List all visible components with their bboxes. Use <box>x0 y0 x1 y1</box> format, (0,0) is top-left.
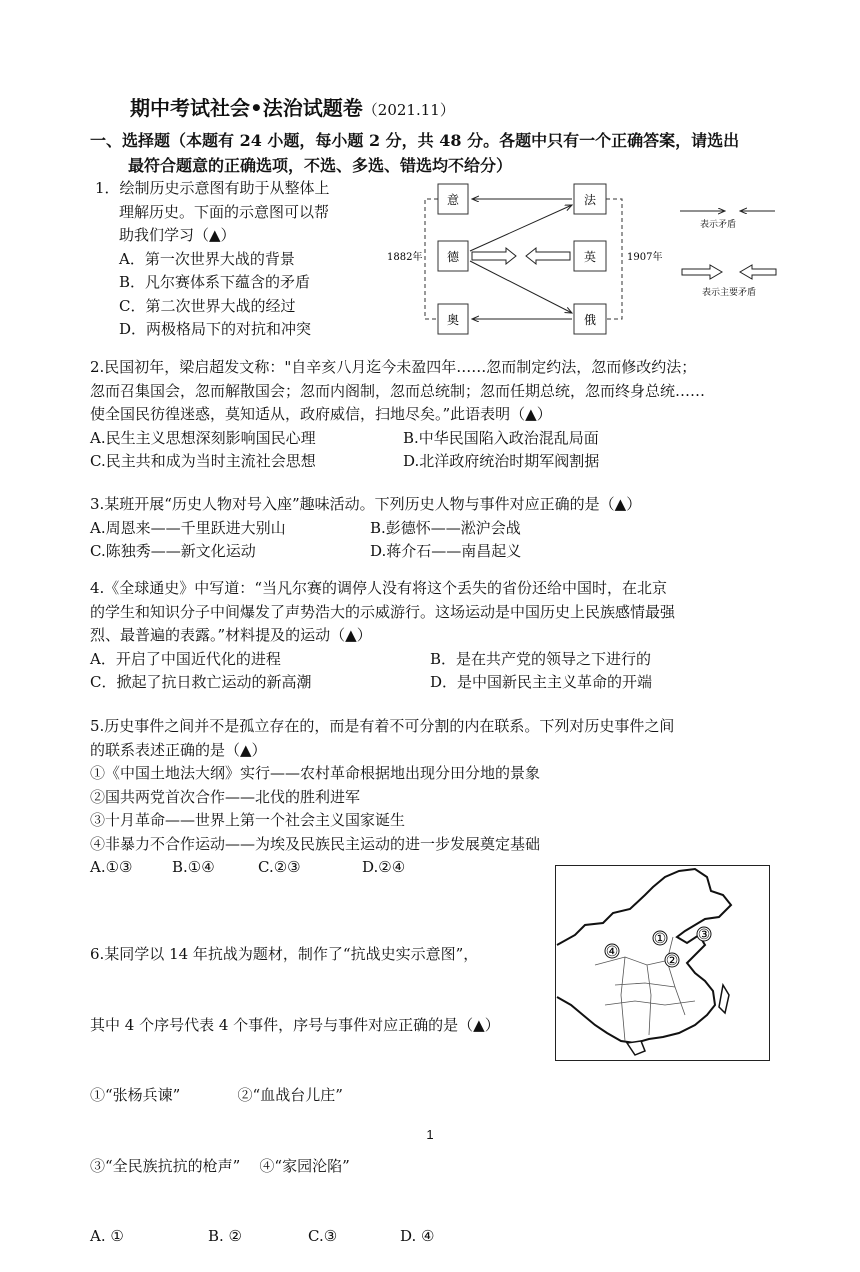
q4-option-c[interactable]: C．掀起了抗日救亡运动的新高潮 <box>90 673 312 691</box>
q1-line: 理解历史。下面的示意图可以帮 <box>119 202 330 221</box>
q3-option-c[interactable]: C.陈独秀——新文化运动 <box>90 542 256 560</box>
legend-main-conflict-label: 表示主要矛盾 <box>702 288 757 298</box>
q3-option-a[interactable]: A.周恩来——千里跃进大别山 <box>90 518 286 537</box>
q6-item: ①“张杨兵谏” ②“血战台儿庄” <box>90 1086 343 1104</box>
q5-line: 的联系表述正确的是（▲） <box>90 740 267 759</box>
section-line-2: 最符合题意的正确选项，不选、多选、错选均不给分） <box>128 156 513 175</box>
question-5 <box>90 715 780 880</box>
conflict-diagram <box>380 175 780 335</box>
q2-option-d[interactable]: D.北洋政府统治时期军阀割据 <box>403 452 600 470</box>
legend-conflict-label: 表示矛盾 <box>700 220 737 230</box>
section-line-1: 一、选择题（本题有 24 小题，每小题 2 分，共 48 分。各题中只有一个正确答案，请选出 <box>90 131 740 150</box>
q6-line: 6.某同学以 14 年抗战为题材，制作了“抗战史实示意图”， <box>90 945 479 963</box>
q6-option-d[interactable]: D. ④ <box>400 1227 435 1245</box>
page-title <box>130 92 455 121</box>
legend-hollow-arrow <box>682 265 722 279</box>
marker-2-label: ② <box>665 953 679 969</box>
q1-option-a[interactable]: A．第一次世界大战的背景 <box>119 249 295 268</box>
title-text: 期中考试社会•法治试题卷 <box>130 96 363 120</box>
question-1 <box>95 177 375 342</box>
q5-item: ①《中国土地法大纲》实行——农村革命根据地出现分田分地的景象 <box>90 764 541 782</box>
q1-option-b[interactable]: B．凡尔赛体系下蕴含的矛盾 <box>119 273 311 291</box>
node-label: 奥 <box>446 313 460 327</box>
year-left: 1882年 <box>387 252 423 263</box>
q3-option-d[interactable]: D.蒋介石——南昌起义 <box>370 542 522 560</box>
q5-option-d[interactable]: D.②④ <box>362 858 406 876</box>
q2-line: 忽而召集国会，忽而解散国会；忽而内阁制，忽而总统制；忽而任期总统，忽而终身总统…… <box>90 381 706 400</box>
question-4 <box>90 577 780 695</box>
year-right: 1907年 <box>627 252 663 263</box>
page-number: 1 <box>426 1127 434 1142</box>
q5-option-a[interactable]: A.①③ <box>90 858 133 876</box>
question-6 <box>90 896 560 1272</box>
marker-1-label: ① <box>653 931 667 947</box>
q2-option-c[interactable]: C.民主共和成为当时主流社会思想 <box>90 452 316 470</box>
q2-line: 使全国民彷徨迷惑，莫知适从，政府威信，扫地尽矣。”此语表明（▲） <box>90 405 552 423</box>
q6-item: ③“全民族抗抗的枪声” ④“家园沦陷” <box>90 1156 350 1175</box>
q2-line: 2.民国初年，梁启超发文称："自辛亥八月迄今未盈四年……忽而制定约法，忽而修改约法； <box>90 358 697 376</box>
china-map <box>555 865 770 1061</box>
q6-option-a[interactable]: A. ① <box>90 1227 124 1245</box>
q3-option-b[interactable]: B.彭德怀——淞沪会战 <box>370 518 521 537</box>
marker-4-label: ④ <box>605 944 619 960</box>
q6-option-b[interactable]: B. ② <box>208 1227 243 1245</box>
q4-line: 4.《全球通史》中写道：“当凡尔赛的调停人没有将这个丢失的省份还给中国时，在北京 <box>90 579 667 597</box>
title-year: （2021.11） <box>362 101 455 119</box>
arrow-main-conflict <box>526 248 570 264</box>
q5-option-b[interactable]: B.①④ <box>172 858 215 876</box>
q5-line: 5.历史事件之间并不是孤立存在的，而是有着不可分割的内在联系。下列对历史事件之间 <box>90 717 675 735</box>
q1-option-d[interactable]: D．两极格局下的对抗和冲突 <box>119 320 312 338</box>
node-label: 德 <box>446 250 460 264</box>
q4-option-b[interactable]: B．是在共产党的领导之下进行的 <box>430 649 652 668</box>
q1-option-c[interactable]: C．第二次世界大战的经过 <box>119 296 296 315</box>
q5-option-c[interactable]: C.②③ <box>258 858 301 876</box>
node-label: 英 <box>583 250 597 264</box>
q5-item: ④非暴力不合作运动——为埃及民族民主运动的进一步发展奠定基础 <box>90 834 541 853</box>
question-3 <box>90 493 780 564</box>
question-2 <box>90 356 780 474</box>
node-label: 法 <box>583 193 597 207</box>
arrow-conflict <box>470 261 572 313</box>
legend-hollow-arrow <box>740 265 776 279</box>
q6-option-c[interactable]: C.③ <box>308 1227 338 1245</box>
q4-option-d[interactable]: D．是中国新民主主义革命的开端 <box>430 673 653 691</box>
section-header <box>90 128 780 178</box>
q2-option-b[interactable]: B.中华民国陷入政治混乱局面 <box>403 428 599 447</box>
q1-line: 1．绘制历史示意图有助于从整体上 <box>95 179 330 197</box>
q3-line: 3.某班开展“历史人物对号入座”趣味活动。下列历史人物与事件对应正确的是（▲） <box>90 495 642 513</box>
node-label: 俄 <box>583 313 597 327</box>
q6-line: 其中 4 个序号代表 4 个事件，序号与事件对应正确的是（▲） <box>90 1015 500 1034</box>
node-label: 意 <box>446 193 460 207</box>
q5-item: ③十月革命——世界上第一个社会主义国家诞生 <box>90 811 406 829</box>
q2-option-a[interactable]: A.民生主义思想深刻影响国民心理 <box>90 428 316 447</box>
marker-3-label: ③ <box>697 927 711 943</box>
q1-line: 助我们学习（▲） <box>119 226 236 244</box>
q4-line: 的学生和知识分子中间爆发了声势浩大的示威游行。这场运动是中国历史上民族感情最强 <box>90 602 676 621</box>
q5-item: ②国共两党首次合作——北伐的胜利进军 <box>90 787 361 806</box>
q4-option-a[interactable]: A．开启了中国近代化的进程 <box>90 649 281 668</box>
arrow-conflict <box>470 205 572 251</box>
q4-line: 烈、最普遍的表露。”材料提及的运动（▲） <box>90 626 372 644</box>
arrow-main-conflict <box>472 248 516 264</box>
